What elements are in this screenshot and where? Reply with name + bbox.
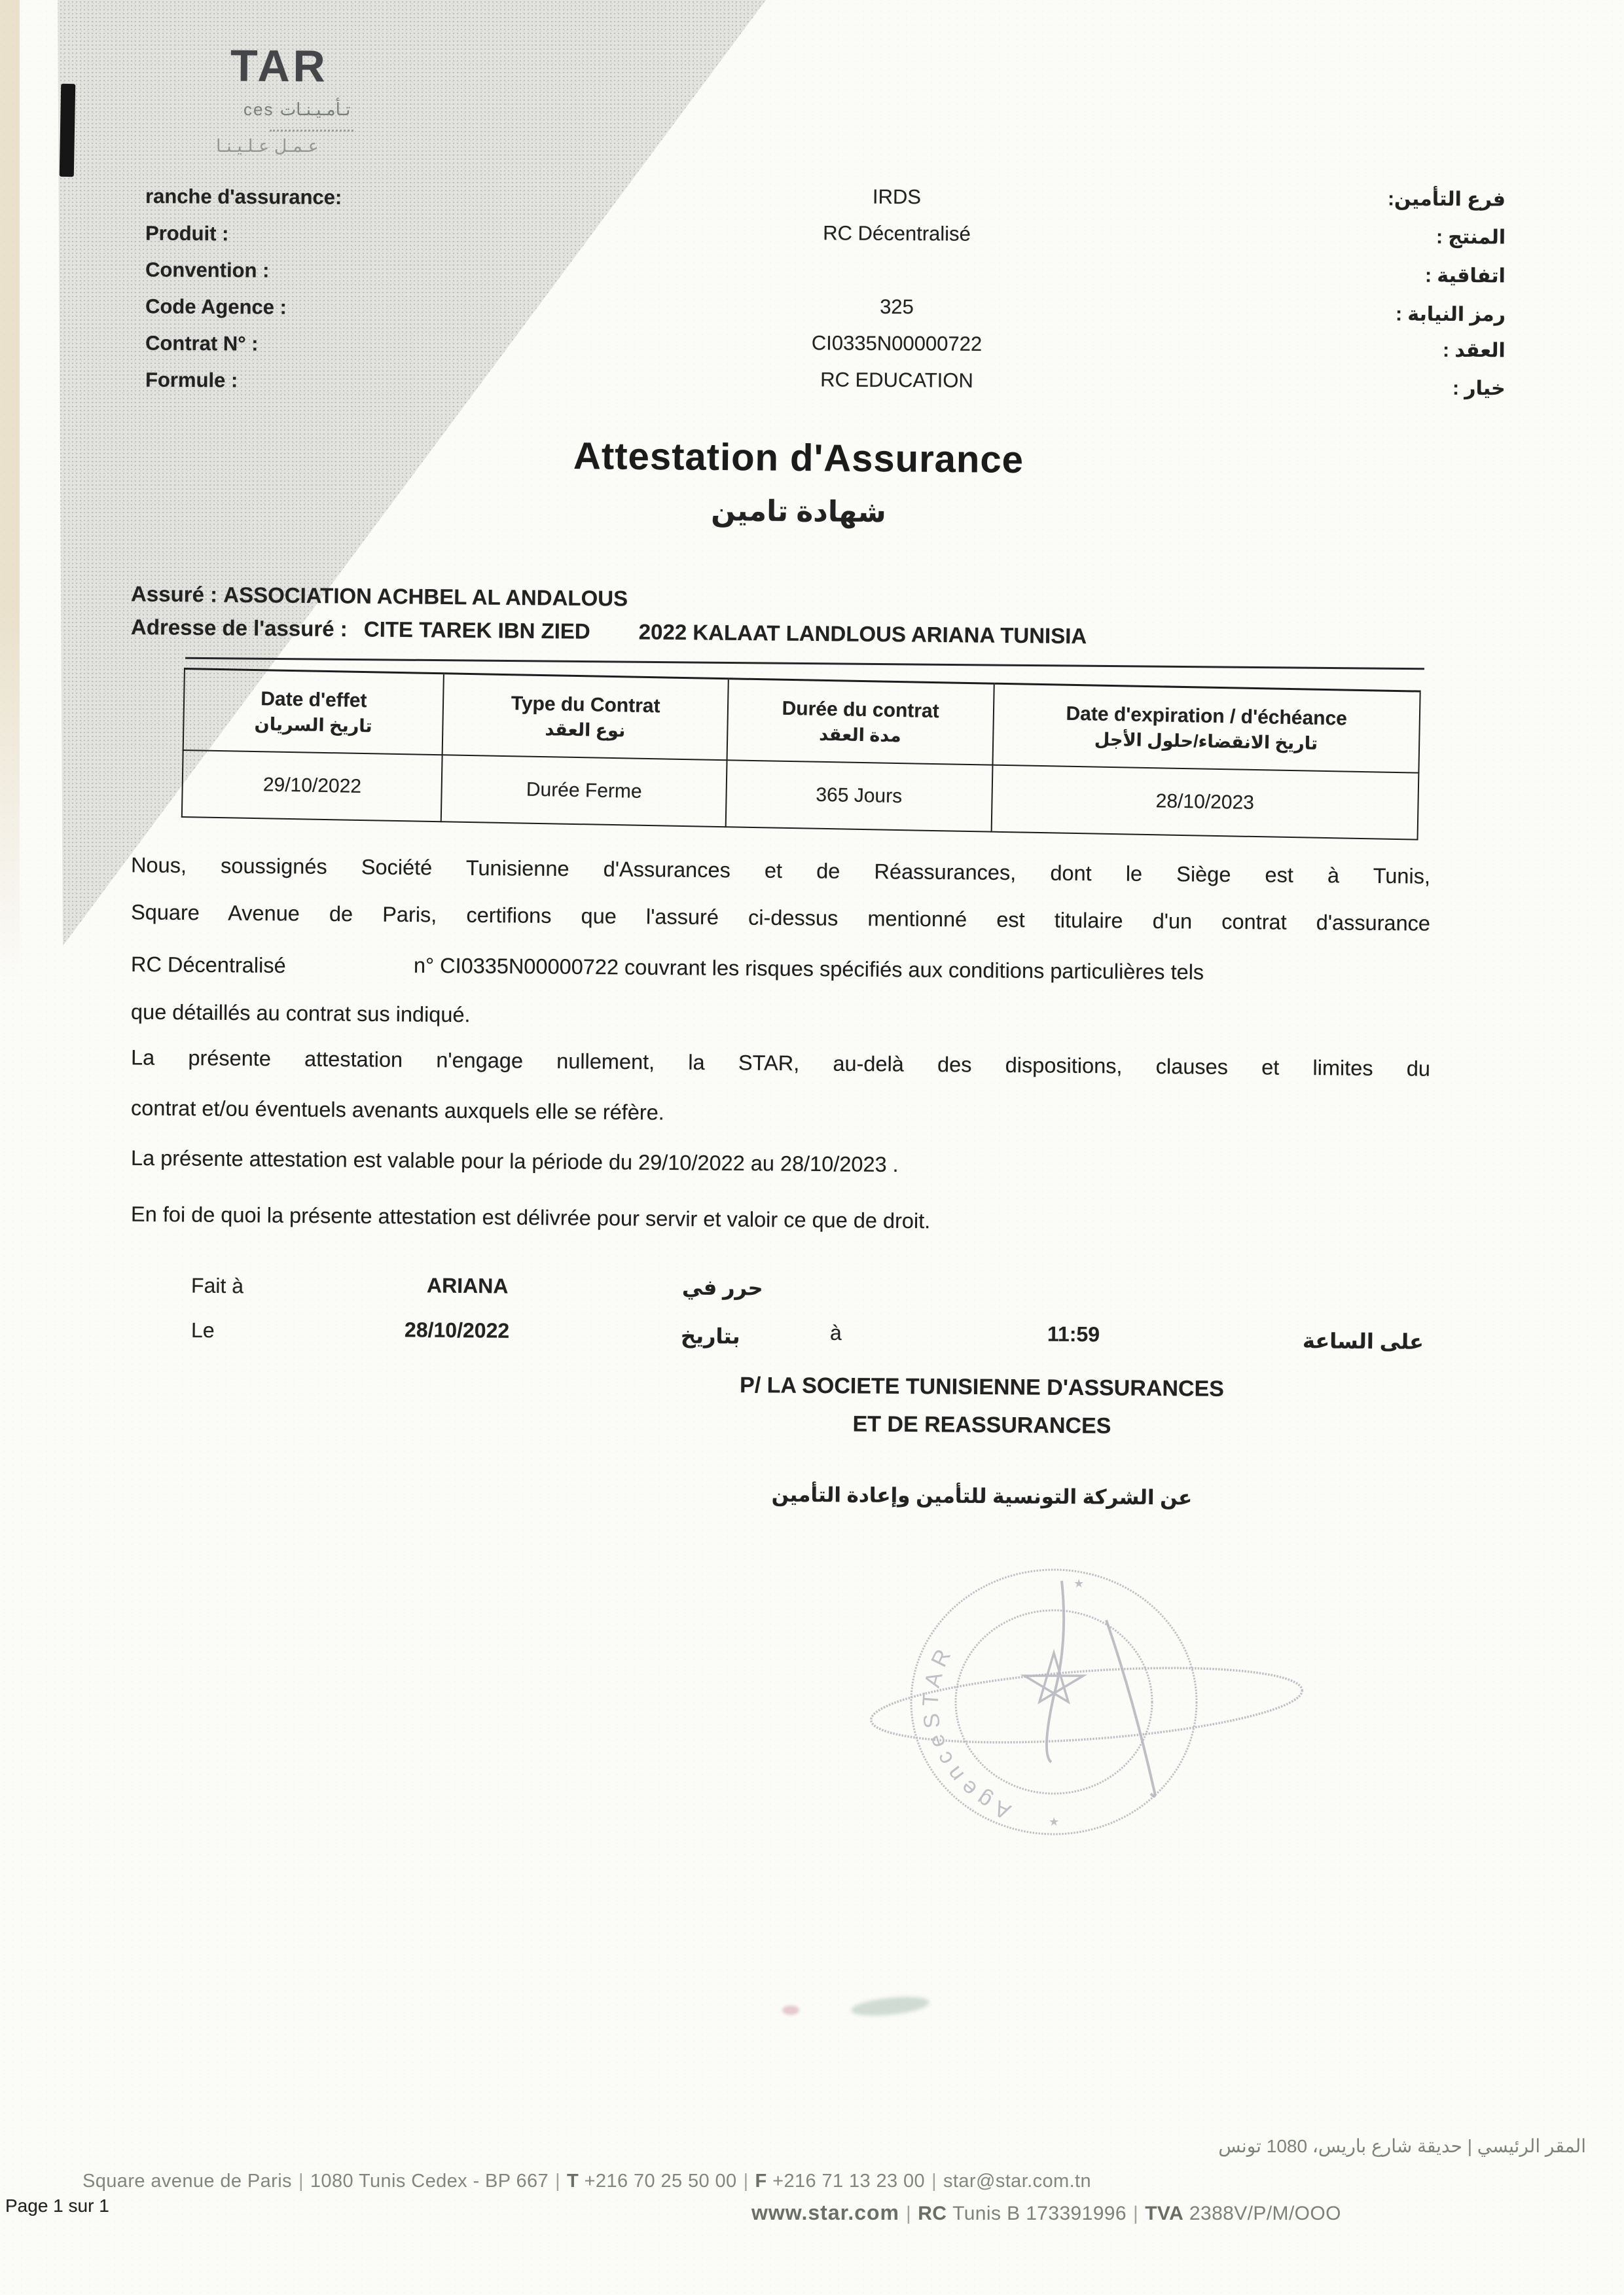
insured-value: ASSOCIATION ACHBEL AL ANDALOUS <box>223 582 628 611</box>
insured-address-value-2: 2022 KALAAT LANDLOUS ARIANA TUNISIA <box>638 619 1087 649</box>
stamp-star-top: ٭ <box>1074 1572 1085 1594</box>
footer-tel-value: +216 70 25 50 00 <box>584 2171 737 2192</box>
insured-address-label: Adresse de l'assuré : <box>130 614 348 642</box>
footer-arabic-address: المقر الرئيسي | حديقة شارع باريس، 1080 تونس <box>1218 2136 1586 2156</box>
page-indicator: Page 1 sur 1 <box>5 2196 109 2216</box>
footer-tva-value: 2388V/P/M/OOO <box>1189 2203 1341 2224</box>
label-ar-convention: اتفاقية : <box>1425 264 1506 287</box>
cell-date-effet: 29/10/2022 <box>182 750 442 822</box>
value-code-agence: 325 <box>880 295 914 319</box>
footer-separator: | <box>931 2171 937 2192</box>
insured-label: Assuré : <box>130 581 218 607</box>
paragraph1-line2: Square Avenue de Paris, certifions que l'assuré ci-dessus mentionné est titulaire d'un contrat d'assurance <box>130 900 1431 935</box>
star-logo-tagline <box>244 99 350 120</box>
value-contrat: CI0335N00000722 <box>811 331 983 355</box>
footer-contact-line <box>82 2171 1091 2192</box>
star-logo-slogan: عـمـل عـلـيـنـا <box>216 136 319 156</box>
insured-line <box>131 581 628 611</box>
label-produit: Produit : <box>145 221 229 245</box>
label-convention: Convention : <box>145 258 270 282</box>
paragraph4: En foi de quoi la présente attestation est délivrée pour servir et valoir ce que de droit. <box>130 1202 931 1233</box>
label-formule: Formule : <box>145 368 238 392</box>
footer-email: star@star.com.tn <box>943 2171 1092 2192</box>
label-ar-contrat: العقد : <box>1443 339 1506 362</box>
label-ar-code-agence: رمز النيابة : <box>1395 303 1506 326</box>
value-branche: IRDS <box>872 185 922 209</box>
cell-duree-contrat: 365 Jours <box>725 760 992 831</box>
footer-separator: | <box>298 2171 304 2192</box>
stamp-ring-text: AgenceSTAR <box>918 1640 1015 1824</box>
value-formule: RC EDUCATION <box>820 368 973 392</box>
label-ar-produit: المنتج : <box>1435 226 1506 249</box>
signatory-arabic: عن الشركة التونسية للتأمين وإعادة التأمين <box>771 1483 1193 1509</box>
paragraph1-line3b: n° CI0335N00000722 couvrant les risques spécifiés aux conditions particulières tels <box>413 953 1204 985</box>
footer-rc-value: Tunis B 173391996 <box>952 2203 1127 2224</box>
paragraph2-line2: contrat et/ou éventuels avenants auxquels elle se réfère. <box>130 1096 664 1125</box>
header-type-contrat-fr: Type du Contrat <box>511 692 660 717</box>
footer-tel-label: T <box>567 2171 579 2192</box>
scan-smudge <box>782 2006 799 2015</box>
le-value: 28/10/2022 <box>404 1318 510 1343</box>
label-branche: ranche d'assurance: <box>145 185 342 209</box>
time-value: 11:59 <box>1047 1322 1100 1346</box>
stamp-inner-ring <box>956 1610 1152 1794</box>
signatory-line2: ET DE REASSURANCES <box>852 1411 1111 1439</box>
header-date-expiration-ar: تاريخ الانقضاء/حلول الأجل <box>1094 729 1318 753</box>
footer-website: www.star.com <box>751 2201 899 2224</box>
header-date-effet-ar: تاريخ السريان <box>254 714 372 736</box>
footer-separator: | <box>555 2171 560 2192</box>
insured-address-value-1: CITE TAREK IBN ZIED <box>363 617 590 643</box>
header-type-contrat <box>442 674 728 760</box>
label-ar-formule: خيار : <box>1453 377 1506 400</box>
label-ar-branche: فرع التأمين: <box>1387 188 1506 211</box>
footer-separator: | <box>1132 2203 1139 2224</box>
footer-separator: | <box>906 2203 912 2224</box>
header-duree-contrat <box>727 679 994 765</box>
footer-web-line <box>751 2201 1341 2225</box>
header-date-expiration <box>992 683 1420 772</box>
paragraph2-line1: La présente attestation n'engage nullement, la STAR, au-delà des dispositions, clauses et limites du <box>130 1045 1431 1081</box>
agency-stamp <box>857 1545 1316 1852</box>
footer-city: 1080 Tunis Cedex - BP 667 <box>310 2171 549 2192</box>
paragraph1-line4: que détaillés au contrat sus indiqué. <box>130 1000 471 1027</box>
fait-a-value: ARIANA <box>426 1273 509 1298</box>
paragraph1-line3a: RC Décentralisé <box>130 952 286 978</box>
cell-type-contrat: Durée Ferme <box>441 755 727 827</box>
header-duree-contrat-ar: مدة العقد <box>818 724 901 746</box>
le-arabic: بتاريخ <box>680 1324 740 1348</box>
footer-rc-label: RC <box>918 2203 947 2224</box>
star-logo-dotted-rule <box>270 130 353 132</box>
table-scan-doubled-rule <box>185 657 1424 670</box>
paragraph1-line1: Nous, soussignés Société Tunisienne d'Assurances et de Réassurances, dont le Siège est à Tunis, <box>130 853 1431 888</box>
document-title-fr: Attestation d'Assurance <box>573 435 1024 481</box>
footer-tva-label: TVA <box>1145 2203 1184 2224</box>
document-title-ar: شهادة تامين <box>711 494 886 529</box>
scan-smudge <box>850 1994 930 2019</box>
page-edge-strip <box>0 0 20 982</box>
footer-separator: | <box>743 2171 749 2192</box>
label-code-agence: Code Agence : <box>145 295 287 319</box>
star-logo-tagline-latin: ces <box>244 99 274 119</box>
fait-a-label: Fait à <box>190 1273 244 1298</box>
header-duree-contrat-fr: Durée du contrat <box>782 697 939 722</box>
header-type-contrat-ar: نوع العقد <box>545 719 626 740</box>
paragraph3: La présente attestation est valable pour la période du 29/10/2022 au 28/10/2023 . <box>130 1146 899 1177</box>
label-contrat: Contrat N° : <box>145 331 259 355</box>
value-produit: RC Décentralisé <box>823 221 971 245</box>
cell-date-expiration: 28/10/2023 <box>991 765 1418 840</box>
star-logo: TAR <box>230 41 329 92</box>
star-logo-tagline-arabic: تـأمـيـنـات <box>280 99 351 119</box>
header-date-effet-fr: Date d'effet <box>260 687 367 712</box>
a-label: à <box>829 1320 842 1345</box>
footer-fax-label: F <box>755 2171 767 2192</box>
scan-artifact-bar <box>60 84 75 177</box>
contract-table <box>181 668 1421 840</box>
header-date-expiration-fr: Date d'expiration / d'échéance <box>1066 702 1348 730</box>
footer-fax-value: +216 71 13 23 00 <box>772 2171 926 2192</box>
stamp-star-bottom: ٭ <box>1049 1811 1060 1832</box>
footer-address: Square avenue de Paris <box>82 2171 292 2192</box>
header-date-effet <box>183 669 444 755</box>
signatory-line1: P/ LA SOCIETE TUNISIENNE D'ASSURANCES <box>739 1373 1225 1401</box>
le-label: Le <box>190 1318 215 1343</box>
signature-stroke-2 <box>1106 1620 1155 1796</box>
time-arabic: على الساعة <box>1302 1329 1424 1354</box>
fait-a-arabic: حرر في <box>681 1275 763 1300</box>
